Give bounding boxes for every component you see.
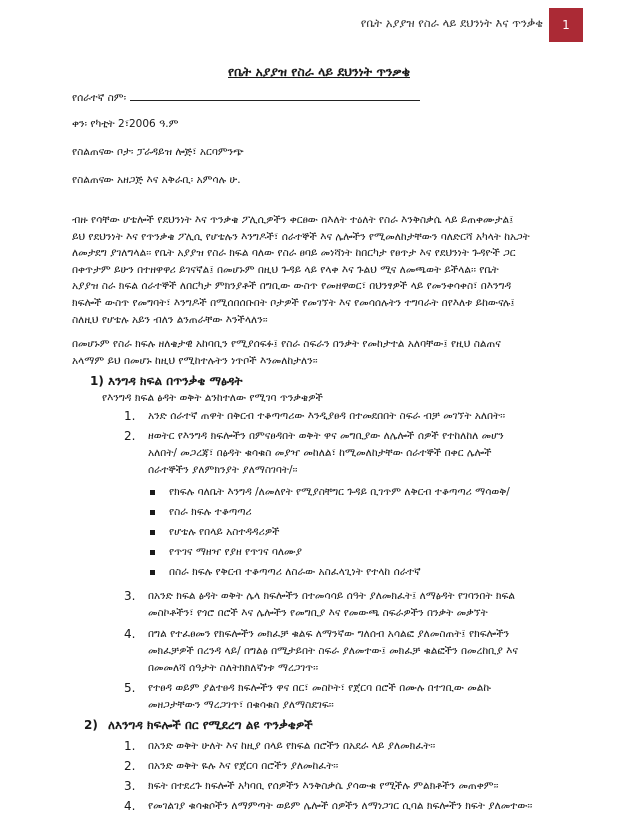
list-item: 1. አንድ ሰራተኛ ጠዋት በቅርብ ተቆጣጣሪው እንዲያፀዳ በተመደበበት ስፍራ ብቻ መገኘት አለበት፡፡ — [124, 409, 506, 423]
organizer-field: የስልጠናው አዘጋጅ እና አቅራቢ፡ አምሳሉ ሁ. — [72, 174, 241, 186]
bullet-item: የሆቴሉ የበላይ አስተዳዳሪዎች — [150, 526, 280, 539]
list-item: 3. በአንድ ክፍል ፅዳት ወቅት ሌላ ክፍሎችን በተመሳሳይ ሰዓት ያለመክፈት፤ ለማፅዳት የገባንበት ክፍል መስኮቶችን፣ የጎሮ በሮች እና ሌሎችን የመግቢያ እና የመውጫ ስፍራዎችን በንቃት መቃኘት — [124, 589, 516, 620]
list-item: 1. በአንድ ወቅት ሁለት እና ከዚያ በላይ የክፍል በሮችን በአደራ ላይ ያለመክፈት፡፡ — [124, 739, 436, 753]
list-item: 2. ዘወትር የእንግዳ ክፍሎችን በምናፀዳበት ወቅት ዋና መግቢያው ለሌሎች ሰዎች የተከለከለ መሆን አለበት/ መጋረጃ፣ በፅዳት ቁሳቁስ መያዣ መከለል፣ ከሚመለከታቸው ሰራተኞች በቀር ሌሎች ሰራተኞችን ያለምክንያት ያለማስገባት/፡፡ — [124, 429, 504, 477]
section-1-heading: 1) እንግዳ ክፍል በጥንቃቄ ማፅዳት — [90, 374, 243, 388]
document-title: የቤት አያያዝ የስራ ላይ ደህንነት ጥንቃቄ — [228, 64, 410, 79]
list-item: 2. በአንድ ወቅት ዬሉ እና የጀርባ በሮችን ያለመከፈት፡፡ — [124, 759, 339, 773]
list-item: 3. ክፍት በተደረጉ ክፍሎች አካባቢ የሰዎችን እንቅስቃሴ ያሳውቁ የሚችሉ ምልክቶችን መጠቀም፡፡ — [124, 779, 499, 793]
intro-paragraph: ብዙ የሳቸው ሆቴሎች የደህንነት እና ጥንቃቄ ፖሊሲዎችን ቀርፀው በእለት ተዕለት የስራ እንቅስቃሴ ላይ ይጠቀሙታል፤ ይህ የደህንነት እና የጥንቃቄ ፖሊሲ የሆቴሉን እንግዶች፣ ሰራተኞች እና ሌሎችን የሚመለከታቸውን ባለድርሻ አካላት ከአጋት ለመታደግ ያገለግላል፡፡ የቤት አያያዝ የስራ ክፍል ባለው የስራ ፀባይ መነሻነት ከበርካታ የፀጥታ እና የደህንነት ጉዳዮች ጋር በቀጥታም ይሁን በተዘዋዋሪ ይገናኛል፤ በመሆኑም በዚህ ጉዳይ ላይ የላቀ እና ጉልህ ሚና ለመጫወት ይችላል፡፡ የቤት አያያዝ ስራ ክፍል ሰራተኞች ለበርካታ ምክንያቶች በግቢው ውስጥ የመዘዋወር፣ በህንፃዎች ላይ የመንቀሳቀስ፣ በእንግዳ ክፍሎች ውስጥ የመግባት፣ እንግዶች በሚሰበሰቡበት ቦታዎች የመገኘት እና የመሳሰሉትን ተግባራት በየእለቱ ይከውናሉ፤ ስለዚህ የሆቴሉ አይን ብለን ልንጠራቸው እንችላለን፡፡ — [72, 214, 530, 326]
bullet-item: የስራ ክፍሉ ተቆጣጣሪ — [150, 506, 252, 519]
blank-line — [130, 90, 420, 101]
training-place-field: የስልጠናው ቦታ፡ ፓራዳይዝ ሎጅ፣ አርባምንጭ — [72, 146, 244, 158]
page-number-badge: 1 — [549, 8, 583, 42]
list-item: 4. በግል የተፈፀመን የክፍሎችን መክፈቻ ቁልፍ ለማንኛው ግለሰብ አሳልፎ ያለመስጠት፤ የክፍሎችን መክፈቻዎች በረንዳ ላይ/ በግልፅ በሚታይበት ስፍራ ያለመተው፤ መክፈቻ ቁልፎችን በመረከቢያ እና በመመለሻ ሰዓታት ስለትክክለኛነቱ ማረጋገጥ፡፡ — [124, 627, 518, 675]
list-item: 5. የተፀዳ ወይም ያልተፀዳ ክፍሎችን ዋና በር፣ መስኮት፣ የጀርባ በሮች በሙሉ በተገቢው መልኩ መዘጋታቸውን ማረጋገጥ፣ በቁሳቁስ ያለማስደገፍ፡፡ — [124, 681, 491, 712]
date-field: ቀን፡ የካቲት 2፣2006 ዓ.ም — [72, 118, 179, 130]
section-2-heading: 2) ለእንግዳ ክፍሎች በር የሚደረግ ልዩ ጥንቃቄዎች — [84, 718, 313, 732]
section-1-subheading: የእንግዳ ክፍል ፅዳት ወቅት ልንከተለው የሚገባ ጥንቃቄዎች — [102, 392, 323, 404]
bullet-item: በስራ ክፍሉ የቅርብ ተቆጣጣሪ ለስራው አስፈላጊነት የተላከ ሰራተኛ — [150, 566, 421, 579]
list-item: 4. የመገልገያ ቁሳቁሶችን ለማምጣት ወይም ሌሎች ሰዎችን ለማነጋገር ሲባል ክፍሎችን ክፍት ያለመተው፡፡ — [124, 799, 533, 813]
running-header: የቤት አያያዝ የስራ ላይ ደህንነት እና ጥንቃቄ — [360, 16, 543, 30]
bullet-item: የክፍሉ ባለቤት እንግዳ /ለመለየት የሚያስቸግር ጉዳይ ቢገጥም ለቅርብ ተቆጣጣሪ ማሳወቅ/ — [150, 486, 510, 499]
worker-name-field: የሰራተኛ ስም፡ — [72, 90, 420, 105]
bullet-item: የጥገና ማዘዣ የያዘ የጥገና ባለሙያ — [150, 546, 302, 559]
purpose-paragraph: በመሆኑም የስራ ክፍሉ ዘለቄታዊ አከባቢን የሚያሰፍፉ፤ የስራ ስፍራን በንቃት የመከታተል አለባቸው፤ የዚህ ስልጠና አላማም ይህ በመሆኑ ከዚህ የሚከተሉትን ነጥቦች እንመለከታለን፡፡ — [72, 338, 501, 367]
